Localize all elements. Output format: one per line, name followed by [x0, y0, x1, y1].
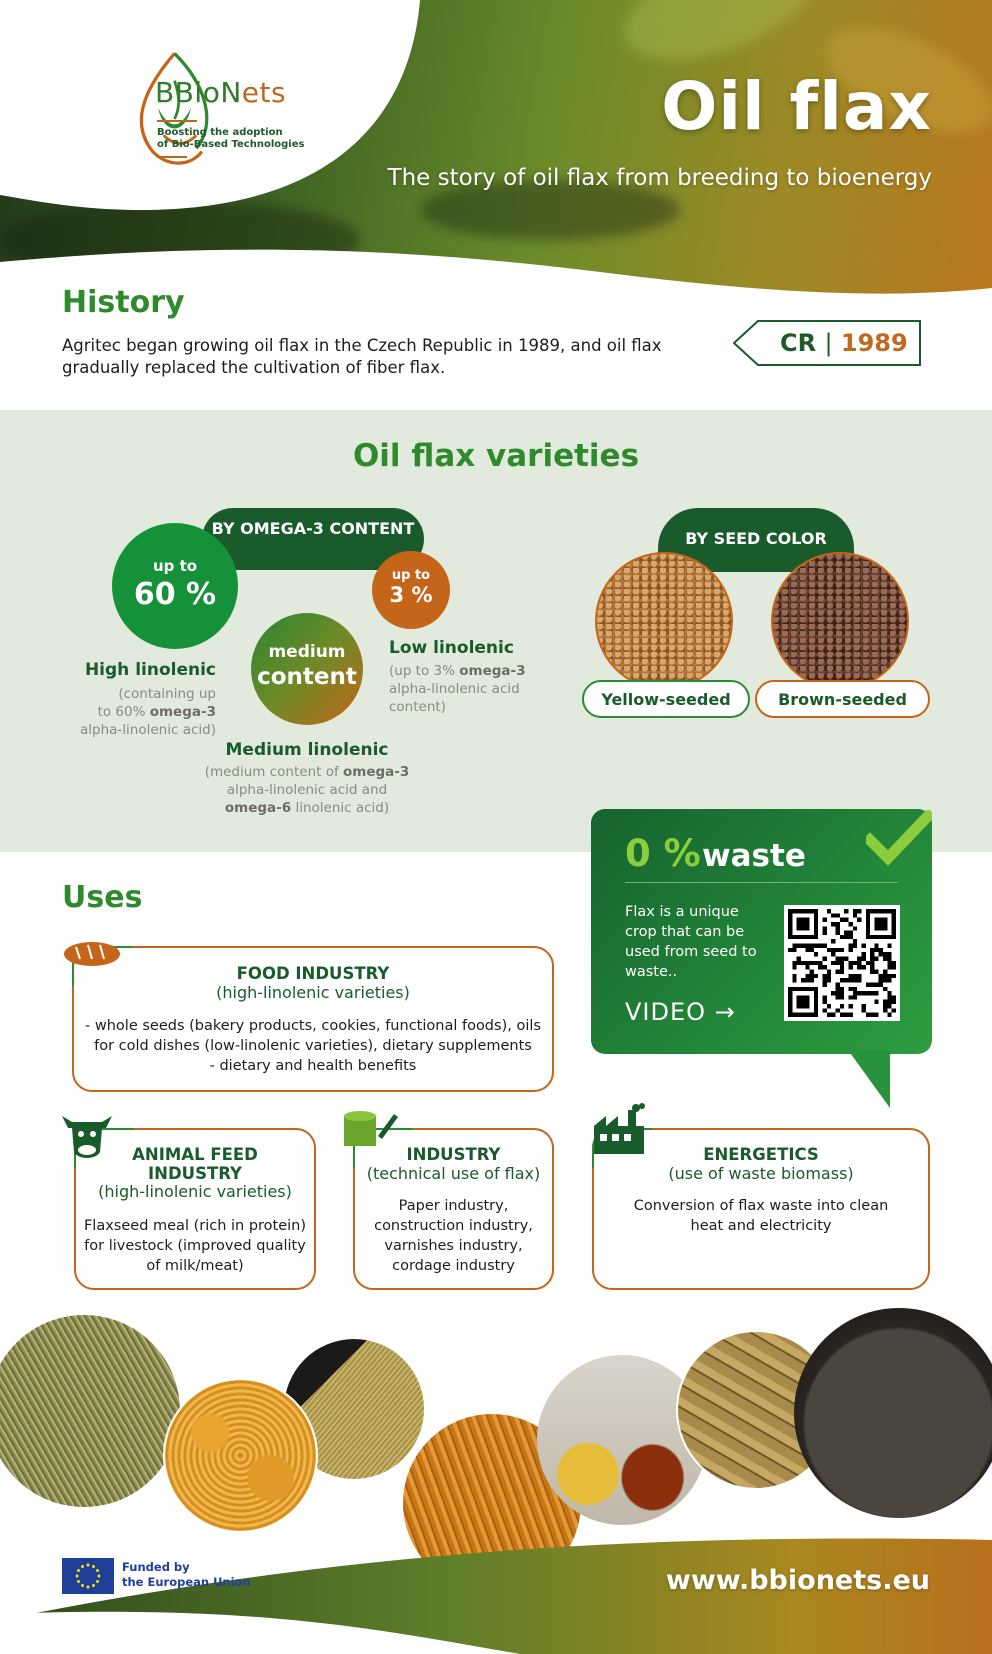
industry-title: INDUSTRY — [406, 1145, 501, 1164]
logo-divider-bottom — [157, 156, 187, 158]
uses-heading: Uses — [62, 880, 143, 915]
website-link[interactable]: www.bbionets.eu — [665, 1565, 930, 1596]
eu-funding-text: Funded by the European Union — [122, 1560, 251, 1589]
logo-divider — [157, 120, 197, 122]
history-heading: History — [62, 285, 185, 320]
low-linolenic-circle: up to 3 % — [372, 551, 450, 629]
brown-seed-photo — [771, 552, 909, 690]
logo-tagline: Boosting the adoption of Bio-Based Technologies — [157, 127, 305, 150]
seed-color-pill: BY SEED COLOR — [658, 508, 854, 572]
animal-feed-sub: (high-linolenic varieties) — [98, 1182, 292, 1201]
waste-word: waste — [702, 838, 806, 874]
energetics-desc: Conversion of flax waste into clean heat and electricity — [633, 1198, 889, 1234]
flax-straw-photo — [0, 1315, 180, 1507]
bread-icon — [62, 937, 122, 967]
medium-linolenic-desc: (medium content of omega-3 alpha-linolenic acid and omega-6 linolenic acid) — [204, 764, 410, 816]
paint-can-icon — [342, 1108, 400, 1148]
video-link[interactable]: VIDEO → — [625, 998, 736, 1026]
energetics-sub: (use of waste biomass) — [668, 1164, 854, 1183]
food-industry-desc: - whole seeds (bakery products, cookies, functional foods), oils for cold dishes (low-linolenic varieties), dietary supplements - dietary and health benefits — [85, 1018, 541, 1074]
varieties-heading: Oil flax varieties — [352, 438, 640, 474]
yellow-seeded-label: Yellow-seeded — [582, 680, 750, 718]
waste-divider — [625, 882, 898, 883]
industry-sub: (technical use of flax) — [366, 1164, 541, 1183]
high-linolenic-circle: up to 60 % — [112, 523, 238, 649]
medium-linolenic-circle: medium content — [251, 613, 363, 725]
medium-linolenic-label: Medium linolenic — [225, 740, 389, 760]
history-text: Agritec began growing oil flax in the Czech Republic in 1989, and oil flax gradually replaced the cultivation of fiber flax. — [62, 336, 662, 377]
qr-code-icon[interactable] — [784, 905, 900, 1021]
high-linolenic-label: High linolenic — [84, 660, 216, 680]
biomass-photo — [794, 1308, 992, 1518]
omega-pill: BY OMEGA-3 CONTENT — [202, 508, 424, 570]
low-linolenic-label: Low linolenic — [389, 638, 514, 658]
high-linolenic-desc: (containing up to 60% omega-3 alpha-linolenic acid) — [80, 686, 216, 738]
eu-flag-icon — [62, 1558, 114, 1594]
speech-tail-shape — [848, 1050, 892, 1110]
page-subtitle: The story of oil flax from breeding to bioenergy — [387, 165, 932, 191]
animal-feed-desc: Flaxseed meal (rich in protein) for livestock (improved quality of milk/meat) — [83, 1218, 307, 1274]
waste-text: Flax is a unique crop that can be used from seed to waste.. — [625, 904, 757, 980]
industry-desc: Paper industry, construction industry, varnishes industry, cordage industry — [374, 1198, 533, 1274]
food-industry-sub: (high-linolenic varieties) — [216, 983, 410, 1002]
animal-feed-title: ANIMAL FEED INDUSTRY — [132, 1145, 258, 1183]
energetics-title: ENERGETICS — [703, 1145, 819, 1164]
yellow-seed-photo — [595, 552, 733, 690]
flax-crackers-photo — [163, 1378, 318, 1533]
low-linolenic-desc: (up to 3% omega-3 alpha-linolenic acid content) — [389, 663, 526, 715]
waste-percent: 0 % — [625, 832, 701, 875]
food-industry-title: FOOD INDUSTRY — [236, 964, 390, 983]
checkmark-icon — [866, 810, 932, 866]
brown-seeded-label: Brown-seeded — [755, 680, 930, 718]
cr-badge-text: CR | 1989 — [780, 329, 908, 357]
logo-wordmark: BBioNets — [155, 76, 287, 109]
page-title: Oil flax — [661, 68, 932, 145]
